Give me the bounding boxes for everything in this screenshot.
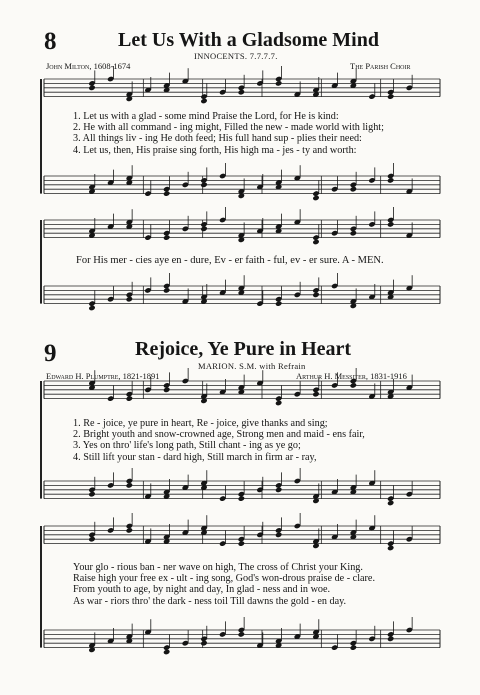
notehead <box>275 400 282 406</box>
notehead <box>350 230 357 236</box>
notehead <box>238 540 245 546</box>
verse-line: 2. He with all command - ing might, Filled the new - made world with light; <box>73 122 384 134</box>
verse-line: 3. All things liv - ing He doth feed; His full hand sup - plies their need: <box>73 133 362 145</box>
notehead <box>387 636 394 642</box>
composer-credit: The Parish Choir <box>350 61 411 71</box>
notehead <box>88 85 95 91</box>
notehead <box>312 239 319 245</box>
notehead <box>238 631 245 637</box>
notehead <box>163 190 170 196</box>
verse-line: From youth to age, by night and day, In glad - ness and in woe. <box>73 584 331 596</box>
verse-line: 4. Let us, then, His praise sing forth, His high ma - jes - ty and worth: <box>73 144 357 156</box>
notehead <box>163 287 170 293</box>
notehead <box>200 226 207 232</box>
tune-name: MARION. S.M. with Refrain <box>198 361 306 371</box>
notehead <box>88 536 95 542</box>
notehead <box>163 387 170 393</box>
notehead <box>387 177 394 183</box>
notehead <box>200 182 207 188</box>
notehead <box>350 186 357 192</box>
notehead <box>126 395 133 401</box>
notehead <box>88 305 95 311</box>
refrain-line: For His mer - cies aye en - dure, Ev - er faith - ful, ev - er sure. A - MEN. <box>76 255 384 266</box>
notehead <box>200 98 207 104</box>
notehead <box>126 482 133 488</box>
hymn-title: Let Us With a Gladsome Mind <box>118 29 379 51</box>
author-credit: Edward H. Plumptre, 1821-1891 <box>46 371 160 381</box>
notehead <box>126 296 133 302</box>
notehead <box>312 391 319 397</box>
notehead <box>350 644 357 650</box>
notehead <box>163 649 170 655</box>
verse-block <box>73 418 365 463</box>
verse-line: Raise high your free ex - ult - ing song, God's won-drous praise de - clare. <box>73 573 376 585</box>
verse-line: 3. Yes on thro' life's long path, Still chant - ing as ye go; <box>73 440 301 452</box>
verse-block <box>73 111 384 156</box>
notehead <box>387 221 394 227</box>
hymn-title: Rejoice, Ye Pure in Heart <box>135 338 352 360</box>
notehead <box>275 80 282 86</box>
verse-line: As war - riors thro' the dark - ness toil Till dawns the gold - en day. <box>73 595 347 607</box>
verse-line: 1. Let us with a glad - some mind Praise the Lord, for He is kind: <box>73 111 339 122</box>
verse-line: 2. Bright youth and snow-crowned age, Strong men and maid - ens fair, <box>73 429 365 441</box>
notehead <box>387 500 394 506</box>
notehead <box>163 234 170 240</box>
notehead <box>275 487 282 493</box>
notehead <box>387 545 394 551</box>
author-credit: John Milton, 1608-1674 <box>46 61 131 71</box>
notehead <box>387 93 394 99</box>
notehead <box>312 292 319 298</box>
composer-credit: Arthur H. Messiter, 1831-1916 <box>296 371 407 381</box>
hymn-number: 9 <box>44 340 57 367</box>
verse-line: Your glo - rious ban - ner wave on high, The cross of Christ your King. <box>73 562 363 573</box>
verse-line: 4. Still lift your stan - dard high, Still march in firm ar - ray, <box>73 451 317 463</box>
notehead <box>275 532 282 538</box>
verse-block <box>73 562 375 607</box>
hymn-number: 8 <box>44 28 57 55</box>
notehead <box>238 495 245 501</box>
notehead <box>88 491 95 497</box>
notehead <box>312 195 319 201</box>
notehead <box>238 89 245 95</box>
notehead <box>200 640 207 646</box>
notehead <box>126 527 133 533</box>
notehead <box>350 382 357 388</box>
verse-line: 1. Re - joice, ye pure in heart, Re - joice, give thanks and sing; <box>73 418 328 429</box>
tune-name: INNOCENTS. 7.7.7.7. <box>194 51 278 61</box>
notehead <box>275 300 282 306</box>
